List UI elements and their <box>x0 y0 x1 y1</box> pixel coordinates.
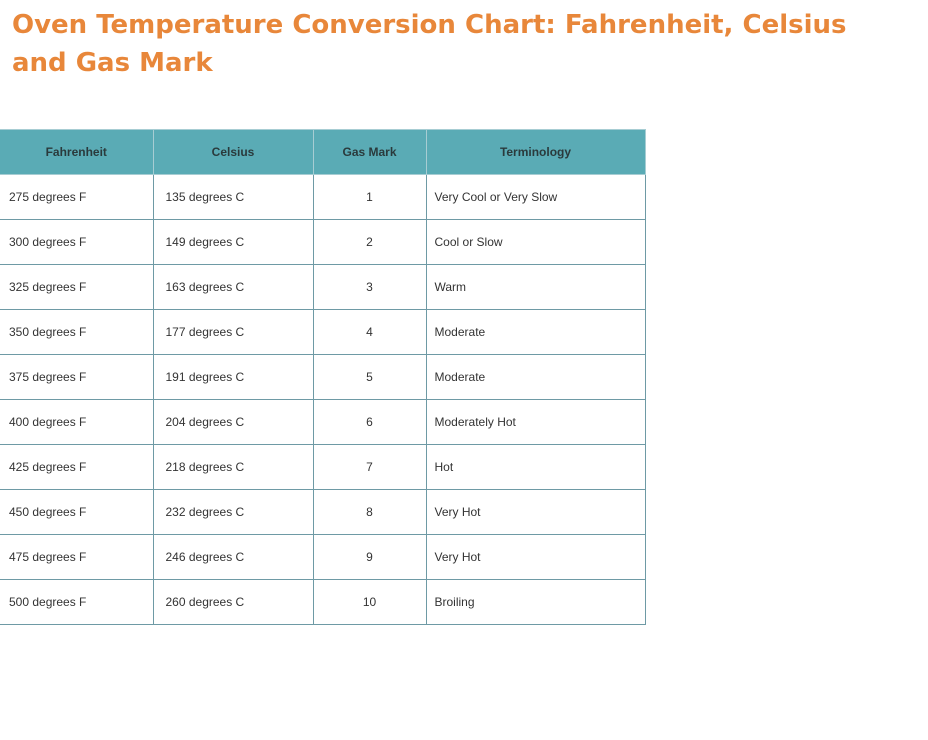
table-row <box>0 310 645 355</box>
gas-mark-cell: 5 <box>313 355 426 400</box>
table-row <box>0 580 645 625</box>
gas-mark-cell: 3 <box>313 265 426 310</box>
gas-mark-cell: 2 <box>313 220 426 265</box>
terminology-cell: Cool or Slow <box>426 220 645 265</box>
table-row <box>0 400 645 445</box>
celsius-cell: 204 degrees C <box>153 400 313 445</box>
celsius-cell: 135 degrees C <box>153 175 313 220</box>
fahrenheit-cell: 275 degrees F <box>0 175 153 220</box>
gas-mark-cell: 4 <box>313 310 426 355</box>
gas-mark-cell: 8 <box>313 490 426 535</box>
fahrenheit-cell: 400 degrees F <box>0 400 153 445</box>
celsius-cell: 163 degrees C <box>153 265 313 310</box>
gas-mark-cell: 9 <box>313 535 426 580</box>
fahrenheit-cell: 325 degrees F <box>0 265 153 310</box>
fahrenheit-cell: 375 degrees F <box>0 355 153 400</box>
gas-mark-cell: 7 <box>313 445 426 490</box>
table-row <box>0 265 645 310</box>
terminology-cell: Broiling <box>426 580 645 625</box>
gas-mark-cell: 10 <box>313 580 426 625</box>
table-row <box>0 355 645 400</box>
celsius-cell: 232 degrees C <box>153 490 313 535</box>
fahrenheit-cell: 300 degrees F <box>0 220 153 265</box>
header-gas-mark: Gas Mark <box>313 130 426 175</box>
page-title: Oven Temperature Conversion Chart: Fahrenheit, Celsius and Gas Mark <box>12 10 847 78</box>
terminology-cell: Warm <box>426 265 645 310</box>
table-row <box>0 490 645 535</box>
celsius-cell: 191 degrees C <box>153 355 313 400</box>
gas-mark-cell: 6 <box>313 400 426 445</box>
table-header <box>0 130 645 175</box>
table-row <box>0 445 645 490</box>
header-celsius: Celsius <box>153 130 313 175</box>
terminology-cell: Moderate <box>426 355 645 400</box>
table-row <box>0 220 645 265</box>
fahrenheit-cell: 425 degrees F <box>0 445 153 490</box>
terminology-cell: Very Cool or Very Slow <box>426 175 645 220</box>
terminology-cell: Moderately Hot <box>426 400 645 445</box>
celsius-cell: 218 degrees C <box>153 445 313 490</box>
fahrenheit-cell: 350 degrees F <box>0 310 153 355</box>
celsius-cell: 177 degrees C <box>153 310 313 355</box>
fahrenheit-cell: 475 degrees F <box>0 535 153 580</box>
fahrenheit-cell: 450 degrees F <box>0 490 153 535</box>
terminology-cell: Moderate <box>426 310 645 355</box>
table-row <box>0 535 645 580</box>
terminology-cell: Hot <box>426 445 645 490</box>
terminology-cell: Very Hot <box>426 535 645 580</box>
gas-mark-cell: 1 <box>313 175 426 220</box>
header-row <box>0 130 645 175</box>
fahrenheit-cell: 500 degrees F <box>0 580 153 625</box>
conversion-table <box>0 129 646 625</box>
table-body <box>0 175 645 625</box>
header-terminology: Terminology <box>426 130 645 175</box>
celsius-cell: 246 degrees C <box>153 535 313 580</box>
celsius-cell: 260 degrees C <box>153 580 313 625</box>
table-row <box>0 175 645 220</box>
terminology-cell: Very Hot <box>426 490 645 535</box>
celsius-cell: 149 degrees C <box>153 220 313 265</box>
header-fahrenheit: Fahrenheit <box>0 130 153 175</box>
